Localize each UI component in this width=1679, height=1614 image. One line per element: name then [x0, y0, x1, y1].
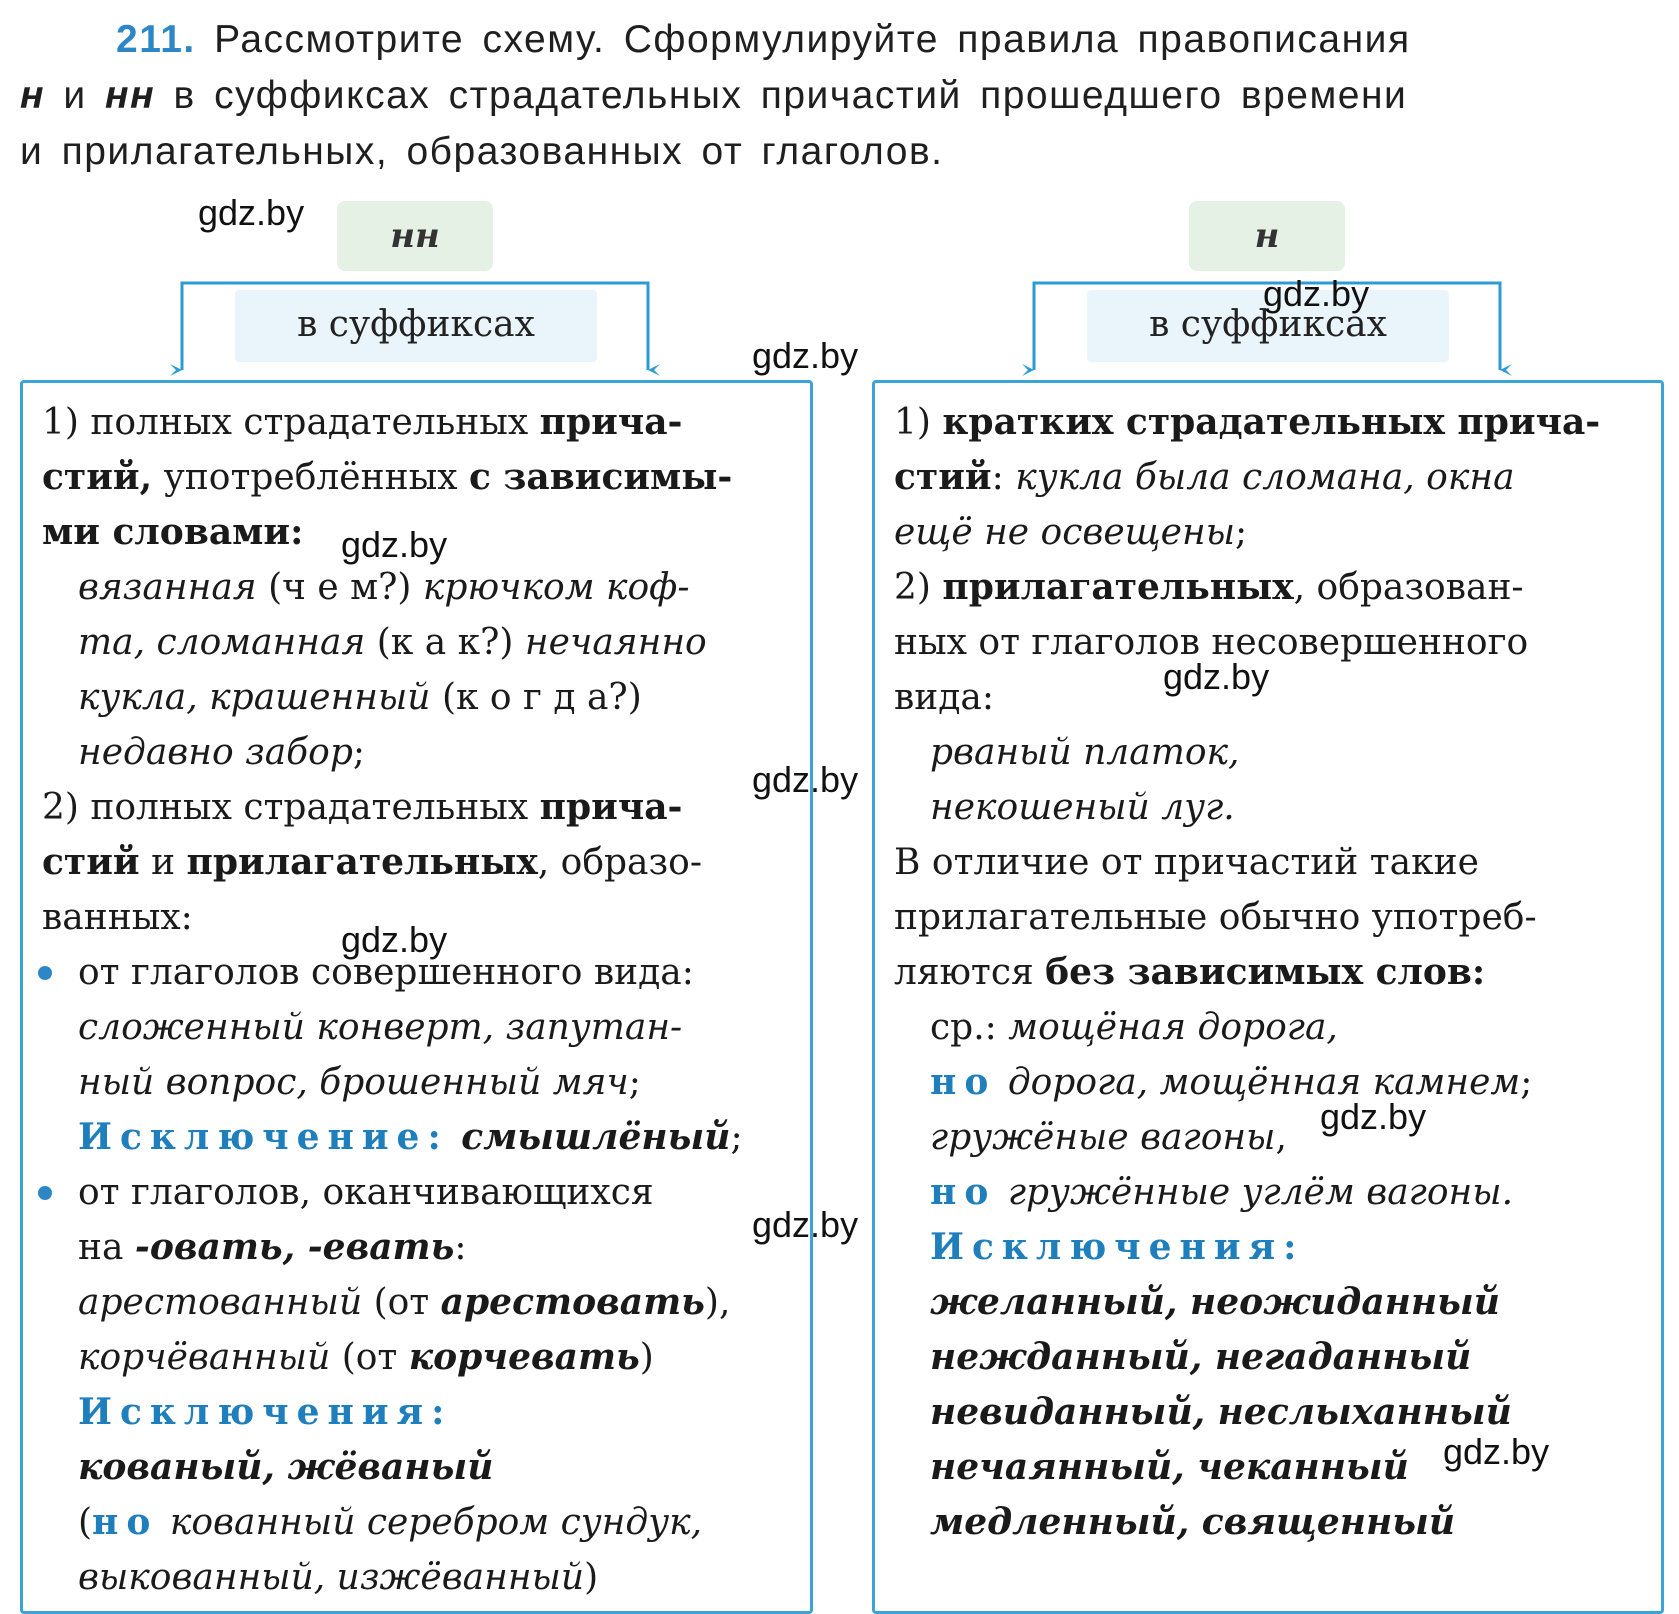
rule-segment: гружёные вагоны	[930, 1117, 1276, 1158]
rule-segment: ср.:	[930, 1007, 1009, 1048]
rule-segment: стий	[42, 841, 140, 883]
rule-segment: кукла, крашенный	[78, 677, 431, 718]
rule-segment: 2)	[894, 567, 943, 608]
rule-segment: Исключение:	[78, 1116, 449, 1158]
right-rule-text	[894, 395, 1649, 1550]
watermark: gdz.by	[752, 759, 859, 800]
watermark: gdz.by	[198, 192, 305, 233]
rule-segment: нечаянный, чеканный	[930, 1446, 1409, 1488]
rule-segment: выкованный, изжёванный	[78, 1557, 585, 1598]
rule-line	[42, 1220, 797, 1275]
rule-segment: прича-	[539, 786, 683, 828]
rule-segment: кованный серебром сундук,	[158, 1502, 703, 1543]
bullet-icon	[38, 1186, 52, 1200]
rule-line	[894, 1000, 1649, 1055]
rule-line	[42, 615, 797, 670]
rule-segment: )	[584, 1557, 599, 1598]
rule-segment: ;	[628, 1062, 641, 1103]
rule-segment: вида:	[894, 677, 995, 718]
rule-segment: ми словами:	[42, 511, 304, 553]
rule-segment: мощёная дорога,	[1008, 1007, 1338, 1048]
rule-segment: но	[930, 1171, 997, 1213]
rule-segment: крючком коф-	[422, 567, 690, 608]
rule-line	[894, 395, 1649, 450]
rule-line	[42, 1000, 797, 1055]
rule-line	[42, 835, 797, 890]
rule-line	[42, 1550, 797, 1605]
rule-line	[894, 835, 1649, 890]
rule-segment: употреблённых	[152, 457, 469, 498]
rule-segment: гружённые углём вагоны.	[996, 1172, 1514, 1213]
rule-line	[894, 1220, 1649, 1275]
rule-segment: ;	[730, 1117, 743, 1158]
rule-line	[42, 450, 797, 505]
rule-segment: на	[78, 1227, 135, 1268]
rule-line	[42, 1385, 797, 1440]
rule-segment: и	[139, 842, 187, 883]
rule-segment: но	[92, 1501, 159, 1543]
rule-line	[894, 1275, 1649, 1330]
rule-segment: (к а к?)	[365, 622, 525, 663]
rule-segment: 1)	[894, 402, 943, 443]
rule-segment: дорога, мощённая камнем	[996, 1062, 1521, 1103]
rule-segment: от глаголов совершенного вида:	[78, 952, 694, 993]
rule-segment: та, сломанная	[78, 622, 366, 663]
rule-segment: ванных:	[42, 897, 193, 938]
rule-line	[894, 1330, 1649, 1385]
task-text: 211. Рассмотрите схему. Сформулируйте правила правописания н и нн в суффиксах страдательных причастий прошедшего времени и прилагательных, образованных от глаголов.	[20, 18, 1411, 173]
watermark: gdz.by	[752, 335, 859, 376]
rule-segment: невиданный, неслыханный	[930, 1391, 1512, 1433]
rule-segment: ;	[1235, 512, 1248, 553]
rule-line	[894, 505, 1649, 560]
rule-segment: 1) полных страдательных	[42, 402, 540, 443]
rule-segment: (	[78, 1502, 93, 1543]
rule-segment: :	[991, 457, 1016, 498]
rule-line	[894, 670, 1649, 725]
rule-segment: кованый, жёваный	[78, 1446, 494, 1488]
rule-segment: сложенный конверт, запутан-	[78, 1007, 683, 1048]
rule-segment: прилагательные обычно употреб-	[894, 897, 1537, 938]
rule-line	[42, 1055, 797, 1110]
rule-line	[894, 560, 1649, 615]
rule-segment: 2) полных страдательных	[42, 787, 540, 828]
rule-segment: ных от глаголов несовершенного	[894, 622, 1529, 663]
rule-line	[894, 1165, 1649, 1220]
rule-line	[894, 1495, 1649, 1550]
rule-line	[894, 725, 1649, 780]
rule-segment: смышлёный	[448, 1116, 731, 1158]
rule-segment: В отличие от причастий такие	[894, 842, 1479, 883]
rule-line	[894, 1110, 1649, 1165]
rule-line	[894, 780, 1649, 835]
rule-segment: прича-	[539, 401, 683, 443]
rule-segment: ный вопрос, брошенный мяч	[78, 1062, 629, 1103]
rule-line	[42, 670, 797, 725]
watermark: gdz.by	[1263, 273, 1370, 314]
rule-segment: медленный, священный	[930, 1501, 1456, 1543]
rule-segment: ещё не освещены	[894, 512, 1236, 553]
rule-line	[894, 945, 1649, 1000]
rule-segment: рваный платок,	[930, 732, 1240, 773]
rule-segment: без зависимых слов:	[1045, 951, 1486, 993]
rule-segment: недавно забор	[78, 732, 353, 773]
rule-segment: арестованный	[78, 1282, 363, 1323]
rule-segment: прилагательных	[942, 566, 1294, 608]
rule-segment: с зависимы-	[468, 456, 733, 498]
rule-line	[42, 560, 797, 615]
rule-segment: (от	[362, 1282, 441, 1323]
rule-line	[42, 1330, 797, 1385]
rule-segment: -овать, -евать	[134, 1226, 455, 1268]
right-suffix-label: в суффиксах	[1087, 290, 1449, 362]
rule-segment: (от	[330, 1337, 409, 1378]
rule-line	[42, 1495, 797, 1550]
rule-line	[42, 1275, 797, 1330]
rule-segment: ляются	[894, 952, 1046, 993]
rule-segment: вязанная	[78, 567, 257, 608]
rule-line	[894, 615, 1649, 670]
watermark: gdz.by	[1443, 1431, 1550, 1472]
left-rule-text	[42, 395, 797, 1605]
rule-segment: кукла была сломана, окна	[1015, 457, 1515, 498]
rule-segment: желанный, неожиданный	[930, 1281, 1500, 1323]
rule-segment: прилагательных	[186, 841, 538, 883]
rule-segment: стий,	[42, 456, 153, 498]
rule-line	[894, 1055, 1649, 1110]
rule-line	[42, 1165, 797, 1220]
rule-segment: некошеный луг.	[930, 787, 1235, 828]
rule-line	[894, 450, 1649, 505]
rule-line	[894, 890, 1649, 945]
rule-segment: корчевать	[408, 1336, 640, 1378]
rule-segment: Исключения:	[930, 1226, 1305, 1268]
rule-line	[42, 1110, 797, 1165]
watermark: gdz.by	[752, 1204, 859, 1245]
rule-segment: кратких страдательных прича-	[942, 401, 1601, 443]
rule-segment: Исключения:	[78, 1391, 453, 1433]
rule-segment: нежданный, негаданный	[930, 1336, 1472, 1378]
task-number: 211.	[116, 18, 196, 61]
rule-segment: )	[639, 1337, 654, 1378]
rule-line	[42, 725, 797, 780]
tag-nn: нн	[337, 201, 493, 271]
rule-line	[42, 780, 797, 835]
rule-segment: арестовать	[440, 1281, 705, 1323]
bullet-icon	[38, 966, 52, 980]
tag-n: н	[1189, 201, 1345, 271]
rule-segment: :	[454, 1227, 467, 1268]
rule-segment: ,	[1275, 1117, 1287, 1158]
rule-line	[42, 395, 797, 450]
rule-segment: ;	[1520, 1062, 1533, 1103]
rule-segment: но	[930, 1061, 997, 1103]
rule-segment: стий	[894, 456, 992, 498]
rule-line	[42, 1440, 797, 1495]
rule-segment: (к о г д а?)	[430, 677, 642, 718]
watermark: gdz.by	[1320, 1096, 1427, 1137]
watermark: gdz.by	[341, 919, 448, 960]
rule-segment: нечаянно	[524, 622, 707, 663]
rule-segment: от глаголов, оканчивающихся	[78, 1172, 654, 1213]
rule-segment: (ч е м?)	[256, 567, 423, 608]
left-suffix-label: в суффиксах	[235, 290, 597, 362]
rule-segment: ),	[704, 1282, 731, 1323]
rule-segment: , образо-	[537, 842, 702, 883]
rule-segment: корчёванный	[78, 1337, 331, 1378]
watermark: gdz.by	[341, 524, 448, 565]
rule-segment: , образован-	[1293, 567, 1524, 608]
watermark: gdz.by	[1163, 656, 1270, 697]
rule-segment: ;	[352, 732, 366, 773]
